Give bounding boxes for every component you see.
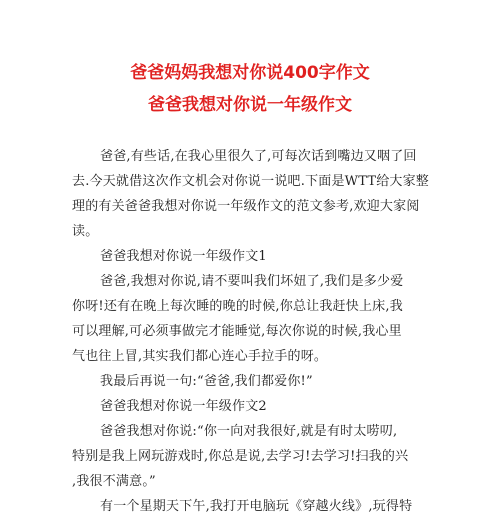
title-line-2: 爸爸我想对你说一年级作文 xyxy=(148,95,352,115)
body-line: 爸爸我想对你说:“你一向对我很好,就是有时太唠叨, xyxy=(100,424,398,439)
body-line: 我最后再说一句:“爸爸,我们都爱你!” xyxy=(100,374,313,389)
body-line: 气也往上冒,其实我们都心连心手拉手的呀。 xyxy=(72,349,328,364)
body-line: 你呀!还有在晚上每次睡的晚的时候,你总让我赶快上床,我 xyxy=(72,299,403,314)
body-line: 去.今天就借这次作文机会对你说一说吧.下面是WTT给大家整 xyxy=(72,174,430,189)
title-line-1: 爸爸妈妈我想对你说400字作文 xyxy=(130,63,370,83)
body-line: 理的有关爸爸我想对你说一年级作文的范文参考,欢迎大家阅 xyxy=(72,199,420,214)
body-line: 有一个星期天下午,我打开电脑玩《穿越火线》,玩得特 xyxy=(100,499,413,514)
section-heading: 爸爸我想对你说一年级作文1 xyxy=(100,249,267,264)
section-heading: 爸爸我想对你说一年级作文2 xyxy=(100,399,267,414)
body-line: 读。 xyxy=(72,224,99,239)
body-line: 爸爸,有些话,在我心里很久了,可每次话到嘴边又咽了回 xyxy=(100,149,417,164)
body-line: 特别是我上网玩游戏时,你总是说,去学习!去学习!扫我的兴 xyxy=(72,449,409,464)
body-line: 可以理解,可必须事做完才能睡觉,每次你说的时候,我心里 xyxy=(72,324,402,339)
body-line: ,我很不满意。” xyxy=(72,474,156,489)
body-line: 爸爸,我想对你说,请不要叫我们坏妞了,我们是多少爱 xyxy=(100,274,404,289)
